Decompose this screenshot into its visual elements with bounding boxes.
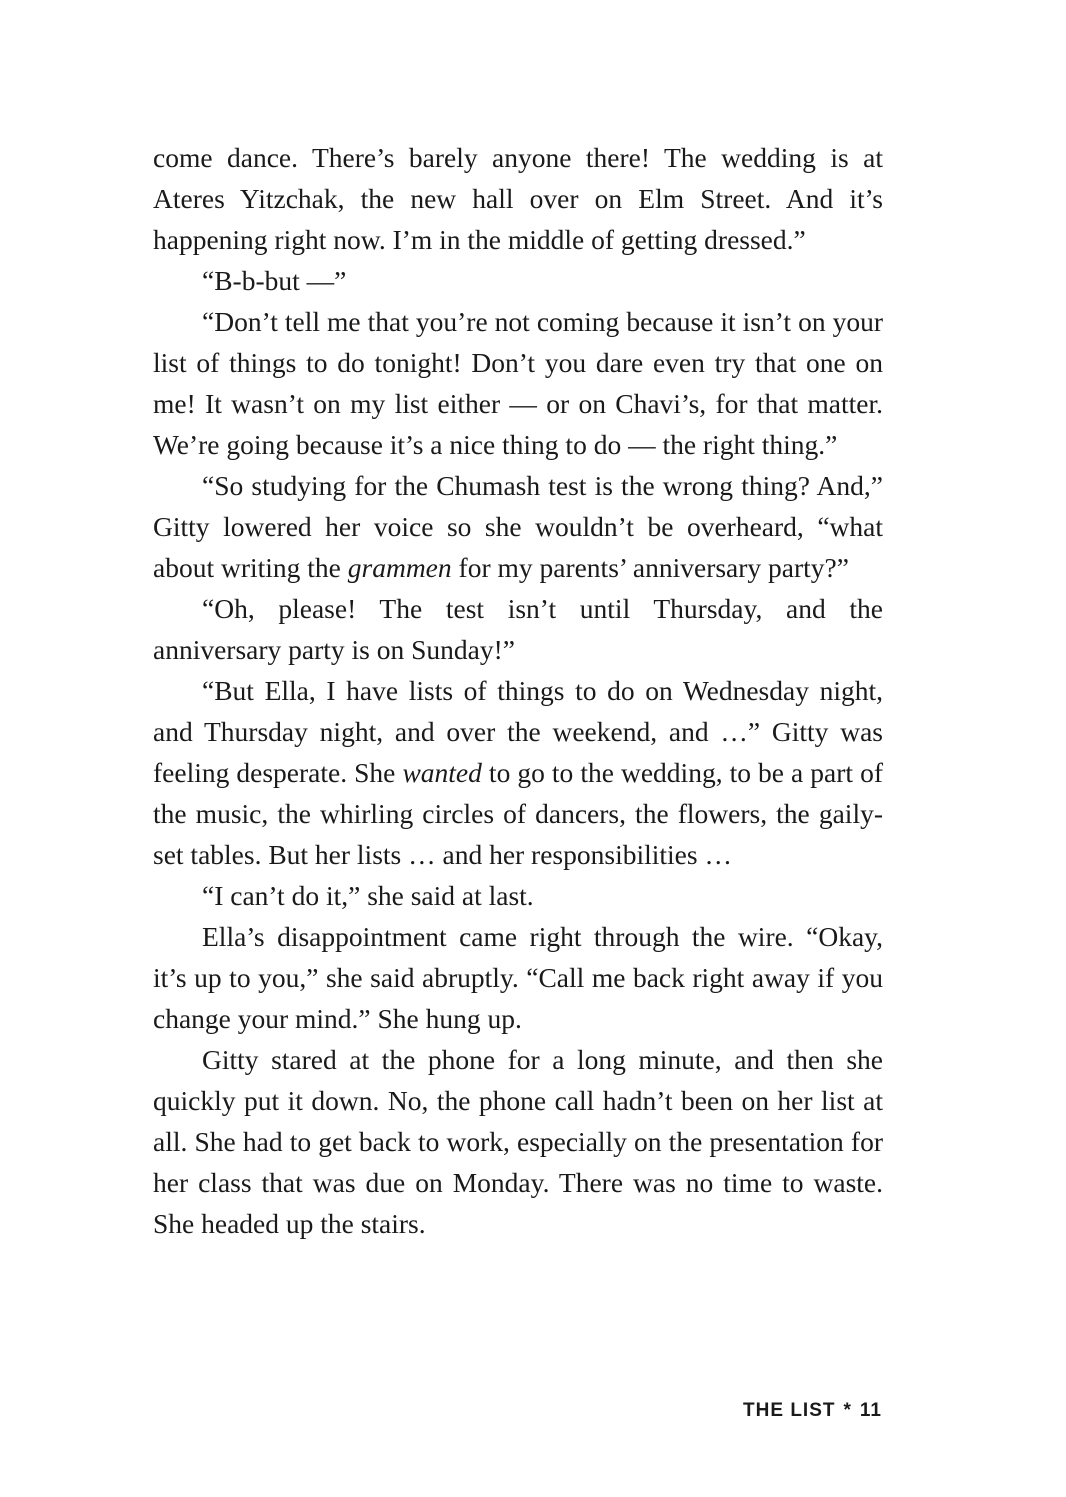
italic-wanted: wanted xyxy=(402,757,482,788)
page-number: 11 xyxy=(859,1400,882,1421)
paragraph-8: Ella’s disappointment came right through the wire. “Okay, it’s up to you,” she said abruptly. “Call me back right away if you change your mind.” She hung up. xyxy=(153,921,883,1034)
body-text xyxy=(153,137,883,1244)
paragraph-7: “I can’t do it,” she said at last. xyxy=(202,880,534,911)
italic-grammen: grammen xyxy=(347,552,452,583)
paragraph-1: come dance. There’s barely anyone there! The wedding is at Ateres Yitzchak, the new hall over on Elm Street. And it’s happening right now. I’m in the middle of getting dressed.” xyxy=(153,142,883,255)
paragraph-2: “B-b-but —” xyxy=(202,265,347,296)
paragraph-4: “So studying for the Chumash test is the wrong thing? And,” Gitty lowered her voice so she wouldn’t be overheard, “what about writing the grammen for my parents’ anniversary party?” xyxy=(153,470,883,583)
separator-asterisk: * xyxy=(843,1400,852,1421)
running-footer xyxy=(743,1400,882,1422)
paragraph-3: “Don’t tell me that you’re not coming because it isn’t on your list of things to do tonight! Don’t you dare even try that one on me! It wasn’t on my list either — or on Chavi’s, for that matter. We’re going because it’s a nice thing to do — the right thing.” xyxy=(153,306,883,460)
paragraph-9: Gitty stared at the phone for a long minute, and then she quickly put it down. No, the phone call hadn’t been on her list at all. She had to get back to work, especially on the presentation for her class that was due on Monday. There was no time to waste. She headed up the stairs. xyxy=(153,1044,883,1239)
paragraph-6: “But Ella, I have lists of things to do on Wednesday night, and Thursday night, and over the weekend, and …” Gitty was feeling desperate. She wanted to go to the wedding, to be a part of the music, the whirling circles of dancers, the flowers, the gaily-set tables. But her lists … and her responsibilities … xyxy=(153,675,883,870)
paragraph-5: “Oh, please! The test isn’t until Thursday, and the anniversary party is on Sunday!” xyxy=(153,593,883,665)
book-title: THE LIST xyxy=(743,1400,836,1421)
